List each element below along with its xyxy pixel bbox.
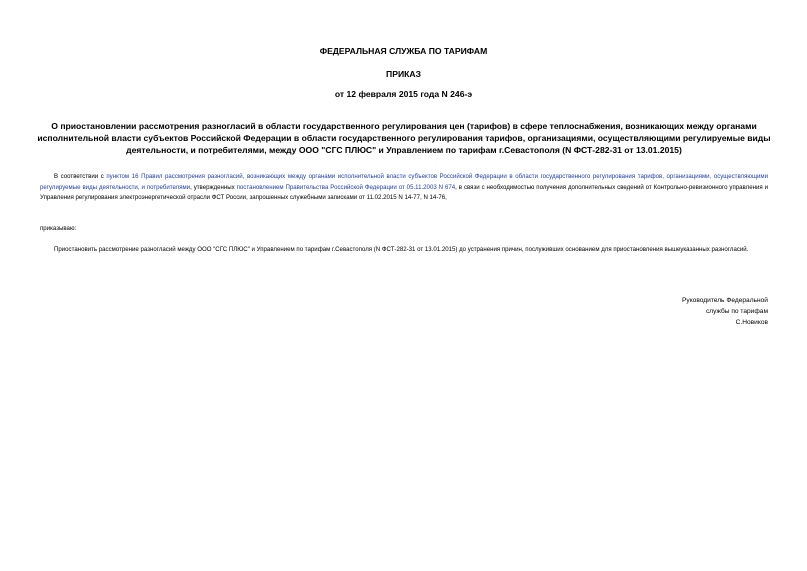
document-date: от 12 февраля 2015 года N 246-э — [334, 89, 473, 99]
preamble-text-start: В соответствии с — [54, 173, 107, 180]
signature-position-line1: Руководитель Федеральной — [682, 297, 768, 304]
preamble-text-mid: , утвержденных — [190, 183, 237, 191]
preamble-paragraph — [40, 172, 768, 204]
government-decree-link[interactable]: постановлением Правительства Российской Федерации от 05.11.2003 N 674 — [236, 183, 456, 191]
order-paragraph: Приостановить рассмотрение разногласий между ООО "СГС ПЛЮС" и Управлением по тарифам г.Севастополя (N ФСТ-282-31 от 13.01.2015) до устранения причин, послуживших основанием для приостановления вышеуказанных разногласий. — [54, 246, 749, 253]
rules-paragraph-16-link[interactable]: пунктом 16 Правил рассмотрения разногласий, возникающих между органами исполнительной власти субъектов Российской Федерации в области государственного регулирования тарифов, организациями, осуществляющими регулируемые виды деятельности, и потребителями — [40, 173, 768, 191]
signature-block — [568, 295, 768, 328]
agency-name: ФЕДЕРАЛЬНАЯ СЛУЖБА ПО ТАРИФАМ — [319, 46, 488, 56]
document-title: О приостановлении рассмотрения разногласий в области государственного регулирования цен (тарифов) в сфере теплоснабжения, возникающих между органами исполнительной власти субъектов Российской Федерации в области государственного регулирования тарифов, организациями, осуществляющими регулируемые виды деятельности, и потребителями, между ООО "СГС ПЛЮС" и Управлением по тарифам г.Севастополя (N ФСТ-282-31 от 13.01.2015) — [37, 121, 771, 155]
signature-position-line2: службы по тарифам — [705, 308, 768, 315]
order-word: приказываю: — [40, 225, 77, 232]
preamble-text-end: , в связи с необходимостью получения дополнительных сведений от Контрольно-ревизионного управления и Управления регулирования электроэнергетической отрасли ФСТ России, запрошенных служебными записками от 11.02.2015 N 14-77, N 14-76, — [40, 183, 768, 201]
document-type: ПРИКАЗ — [386, 69, 421, 79]
signature-name: С.Новиков — [735, 319, 768, 326]
